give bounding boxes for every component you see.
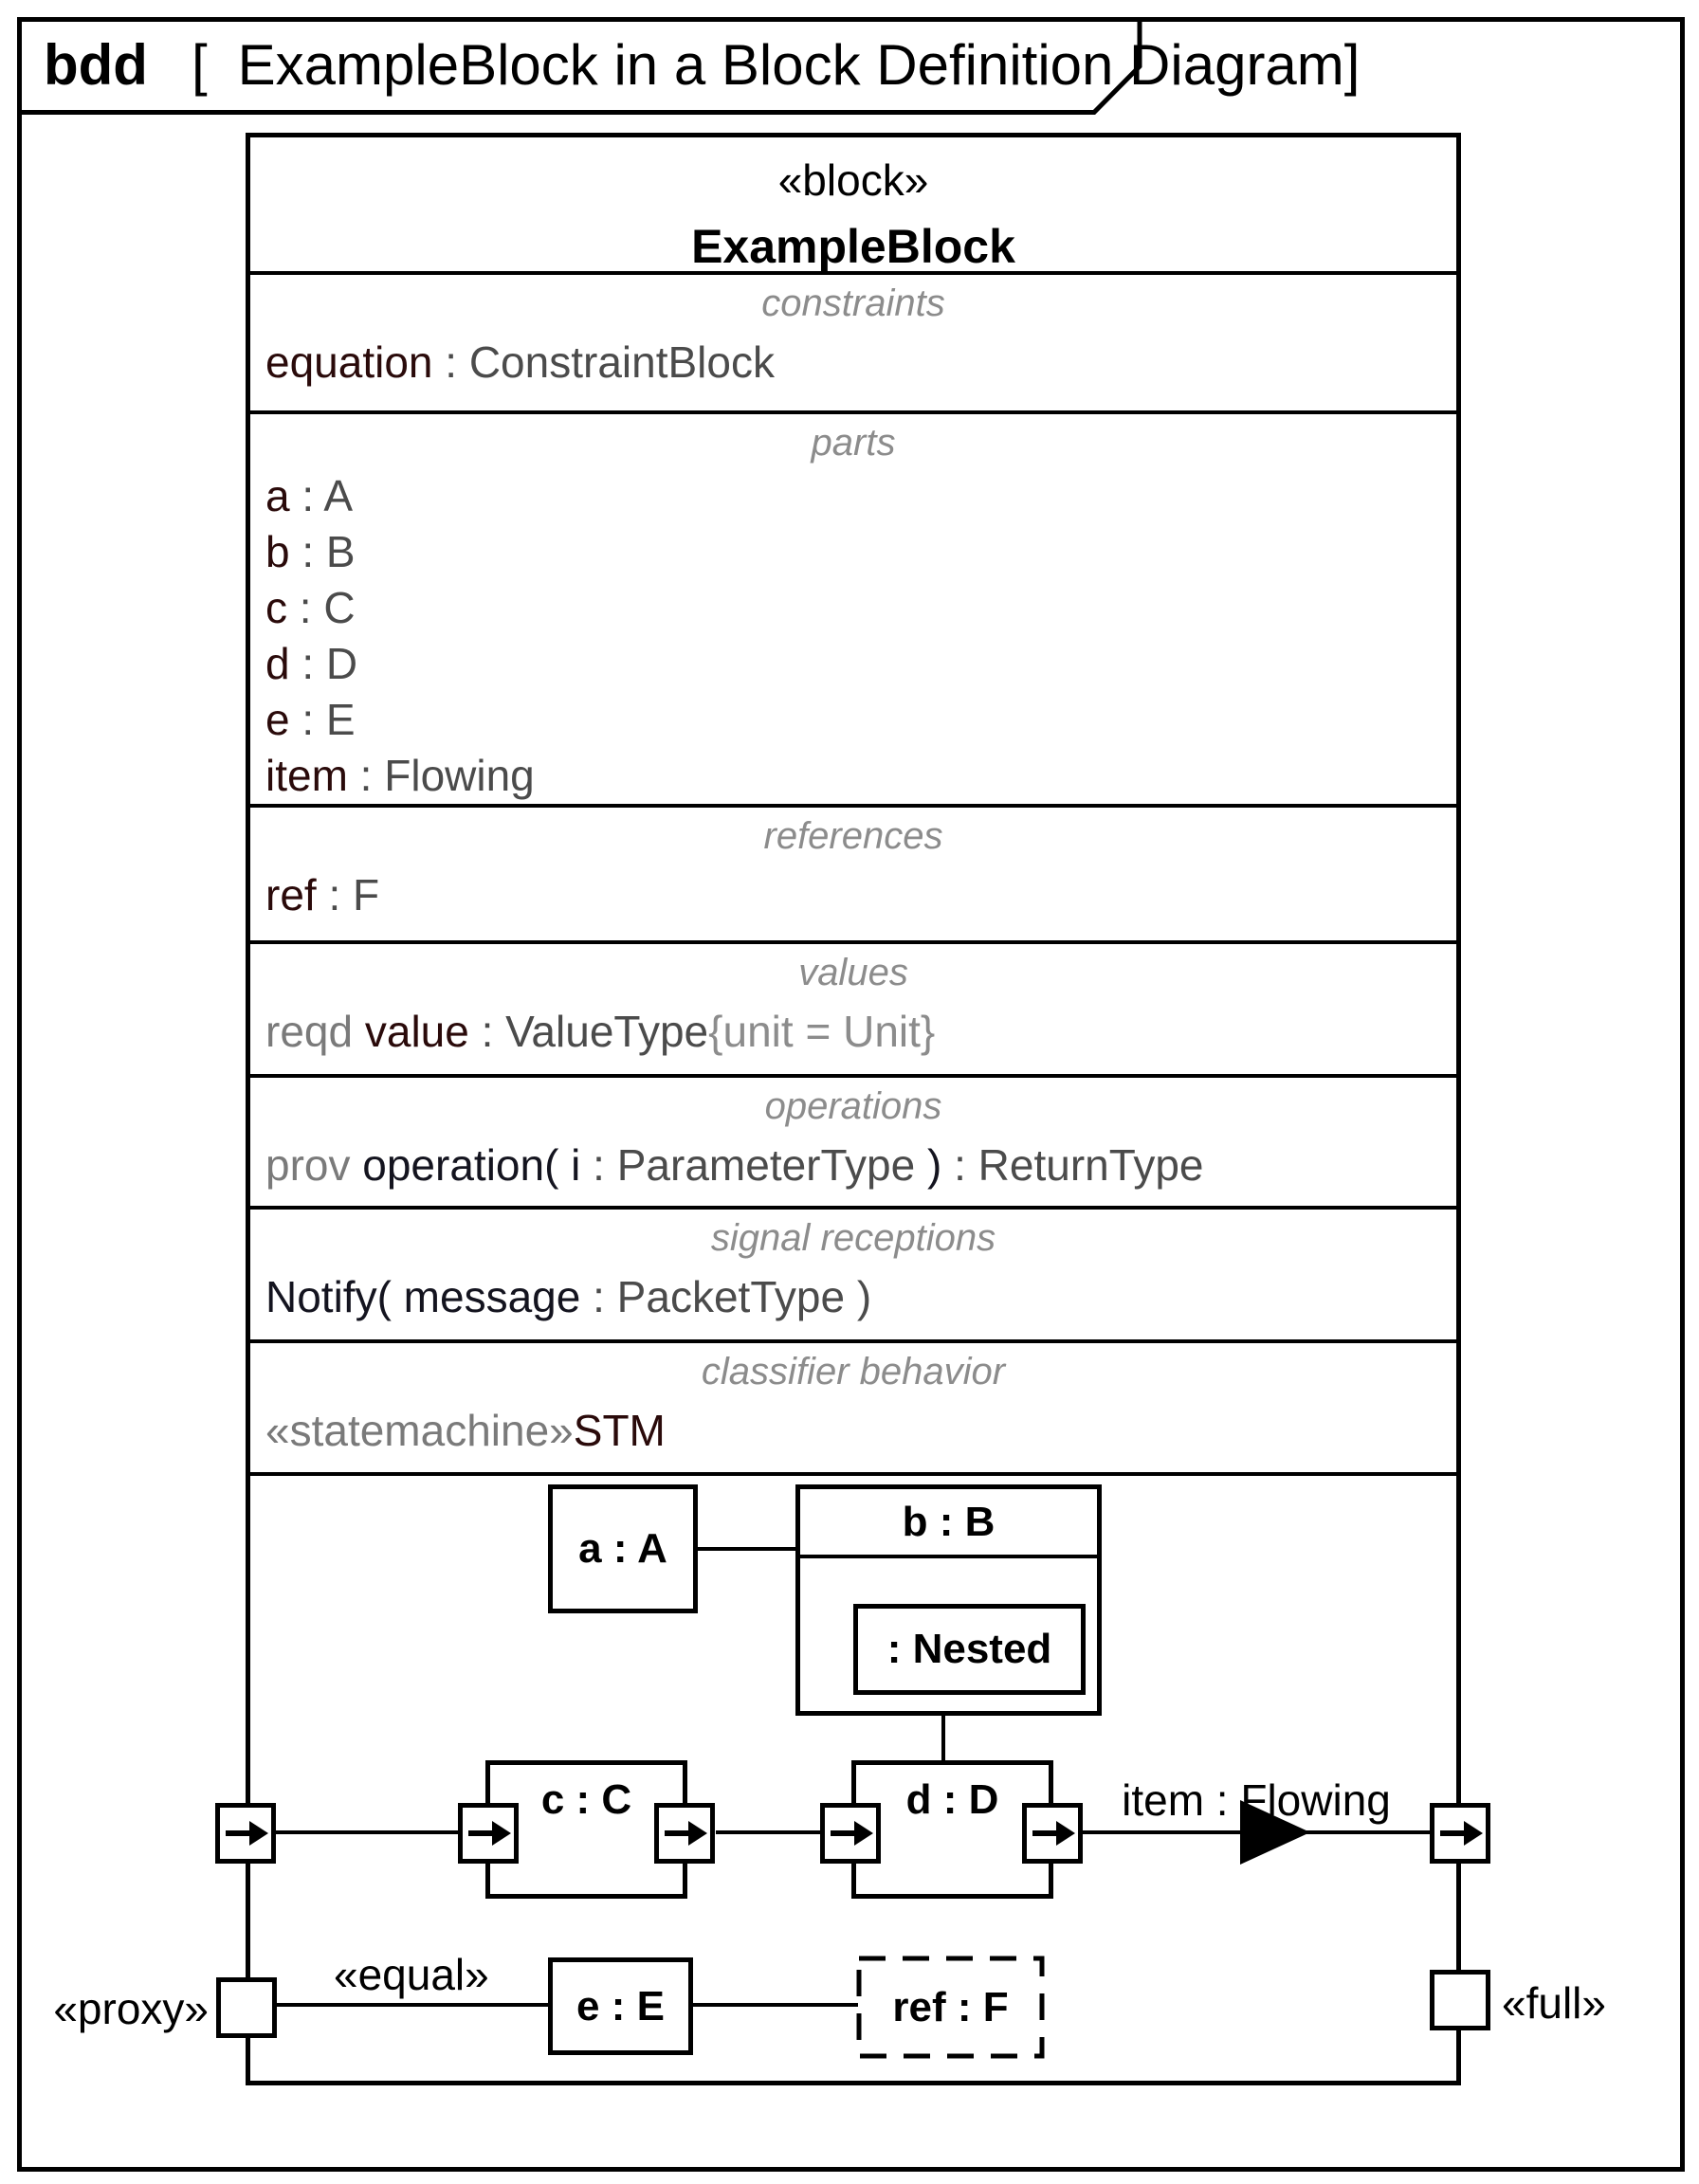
signal-receptions-compartment (250, 1206, 1456, 1339)
flow-arrow-icon (1027, 1809, 1078, 1858)
part-type: : Flowing (347, 751, 535, 800)
port-full (1430, 1970, 1490, 2030)
part-type: : A (289, 471, 354, 520)
part-item-a (250, 471, 1456, 520)
flow-arrow-icon (659, 1809, 710, 1858)
value-constraint: {unit = Unit} (708, 1007, 936, 1056)
compartment-label-classifier-behavior: classifier behavior (701, 1351, 1006, 1392)
flow-arrow-icon (463, 1809, 514, 1858)
constraints-compartment (250, 271, 1456, 410)
connector-e-to-ref (693, 2003, 858, 2007)
flow-arrow-icon (1434, 1809, 1486, 1858)
equal-connector-label: «equal» (334, 1950, 489, 1999)
operation-name: operation( i (362, 1140, 581, 1190)
constraint-type: : ConstraintBlock (432, 337, 775, 387)
references-compartment (250, 804, 1456, 940)
item-flow-label: item : Flowing (1122, 1775, 1391, 1825)
connector-proxy-to-e (277, 2003, 548, 2007)
structure-part-ref (856, 1956, 1045, 2059)
structure-part-e (548, 1957, 693, 2055)
values-compartment (250, 940, 1456, 1074)
part-type: : D (289, 639, 358, 688)
flow-connector-left (276, 1830, 458, 1834)
compartment-label-values: values (798, 952, 908, 993)
block-header-compartment (250, 137, 1456, 271)
flow-arrow-icon (220, 1809, 271, 1858)
part-type: : C (287, 583, 356, 632)
operation-close-paren: ) (915, 1140, 955, 1190)
connector-a-to-b (698, 1547, 795, 1551)
reference-name: ref (265, 870, 317, 919)
structure-part-c-label: c : C (540, 1776, 632, 1823)
constraint-item (250, 337, 1456, 388)
part-item-item (250, 751, 1456, 800)
title-open-bracket: [ (191, 32, 208, 97)
parts-compartment (250, 410, 1456, 804)
compartment-label-parts: parts (811, 422, 896, 464)
structure-part-nested-label: : Nested (886, 1626, 1052, 1672)
structure-part-b (795, 1484, 1102, 1716)
port-flow-d-right (1022, 1803, 1083, 1864)
port-flow-block-left-edge (215, 1803, 276, 1864)
structure-part-d-label: d : D (905, 1776, 999, 1823)
value-keyword: reqd (265, 1007, 365, 1056)
compartment-label-signal-receptions: signal receptions (710, 1217, 996, 1259)
block-stereotype: «block» (777, 155, 929, 205)
structure-part-a (548, 1484, 698, 1613)
port-proxy (216, 1977, 277, 2038)
operation-param-type: : ParameterType (580, 1140, 916, 1190)
part-item-d (250, 639, 1456, 688)
port-flow-c-right (654, 1803, 715, 1864)
structure-part-nested (853, 1604, 1086, 1695)
full-port-label: «full» (1502, 1978, 1606, 2028)
compartment-label-references: references (763, 815, 943, 857)
compartment-label-constraints: constraints (761, 282, 945, 324)
port-flow-c-left (458, 1803, 519, 1864)
value-type: : ValueType (468, 1007, 709, 1056)
behavior-stereotype: «statemachine» (265, 1406, 574, 1455)
value-item (250, 1006, 1456, 1057)
reference-item (250, 869, 1456, 920)
port-flow-d-left (820, 1803, 881, 1864)
block-name: ExampleBlock (691, 220, 1015, 273)
part-name: b (265, 527, 290, 576)
proxy-port-label: «proxy» (53, 1984, 209, 2033)
part-name: d (265, 639, 290, 688)
frame-title-content (17, 17, 1361, 112)
reception-item (250, 1271, 1456, 1322)
part-item-c (250, 583, 1456, 632)
part-name: e (265, 695, 290, 744)
classifier-behavior-item (250, 1405, 1456, 1456)
operation-return-type: : ReturnType (954, 1140, 1204, 1190)
behavior-name: STM (573, 1406, 666, 1455)
operations-compartment (250, 1074, 1456, 1206)
part-type: : B (289, 527, 356, 576)
part-name: c (265, 583, 287, 632)
constraint-name: equation (265, 337, 433, 387)
operation-item (250, 1139, 1456, 1191)
port-flow-block-right-edge (1430, 1803, 1490, 1864)
part-name: item (265, 751, 348, 800)
operation-keyword: prov (265, 1140, 363, 1190)
reception-type: : PacketType ) (580, 1272, 872, 1321)
part-item-e (250, 695, 1456, 744)
structure-part-a-label: a : A (578, 1525, 667, 1572)
classifier-behavior-compartment (250, 1339, 1456, 1472)
frame-title-text: ExampleBlock in a Block Definition Diagram] (237, 32, 1361, 97)
flow-arrow-icon (825, 1809, 876, 1858)
structure-part-ref-label: ref : F (892, 1983, 1009, 2030)
value-name: value (364, 1007, 469, 1056)
structure-part-b-label: b : B (902, 1498, 996, 1545)
part-item-b (250, 527, 1456, 576)
structure-part-e-label: e : E (576, 1982, 665, 2029)
compartment-label-operations: operations (764, 1085, 942, 1127)
reception-name: Notify( message (265, 1272, 581, 1321)
part-name: a (265, 471, 290, 520)
part-type: : E (289, 695, 356, 744)
connector-b-to-d (941, 1716, 945, 1761)
reference-type: : F (316, 870, 380, 919)
flow-connector-c-to-d (716, 1830, 820, 1834)
diagram-kind-keyword: bdd (44, 32, 148, 97)
